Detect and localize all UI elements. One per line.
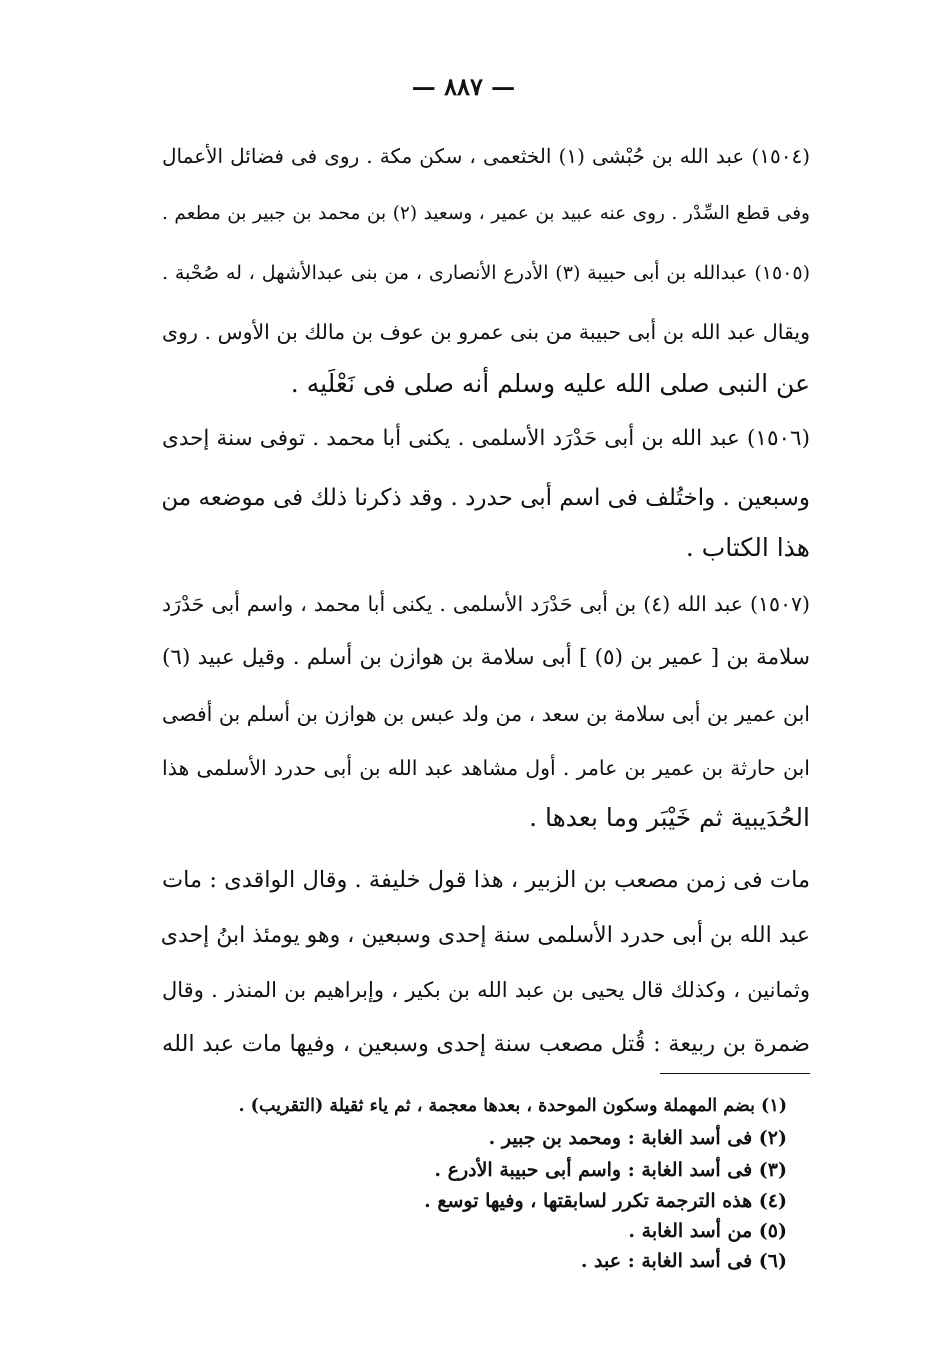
text-line-entry-1505: (١٥٠٥) عبدالله بن أبى حبيبة (٣) الأدرع الأنصارى ، من بنى عبدالأشهل ، له صُحْبة .	[162, 262, 810, 284]
footnote-3: (٣) فى أسد الغابة : واسم أبى حبيبة الأدرع .	[434, 1159, 787, 1181]
footnote-5: (٥) من أسد الغابة .	[628, 1220, 787, 1242]
text-line: سلامة بن [ عمير بن (٥) ] أبى سلامة بن هوازن بن أسلم . وقيل عبيد (٦)	[162, 645, 810, 670]
text-line: وفى قطع السِّدْر . روى عنه عبيد بن عمير ، وسعيد (٢) بن محمد بن جبير بن مطعم .	[162, 203, 810, 224]
text-line: عن النبى صلى الله عليه وسلم أنه صلى فى نَعْلَيه .	[290, 369, 810, 398]
text-line: الحُدَيبية ثم خَيْبَر وما بعدها .	[529, 803, 810, 832]
text-line: وسبعين . واختُلف فى اسم أبى حدرد . وقد ذكرنا ذلك فى موضعه من	[161, 485, 810, 511]
text-line: وثمانين ، وكذلك قال يحيى بن عبد الله بن بكير ، وإبراهيم بن المنذر . وقال	[162, 978, 810, 1002]
text-line: ويقال عبد الله بن أبى حبيبة من بنى عمرو بن عوف بن مالك بن الأوس . روى	[162, 320, 810, 344]
footnote-separator	[660, 1073, 810, 1074]
text-line: ضمرة بن ربيعة : قُتل مصعب سنة إحدى وسبعين ، وفيها مات عبد الله	[162, 1031, 810, 1057]
text-line: ابن عمير بن أبى سلامة بن سعد ، من ولد عبس بن هوازن بن أسلم بن أفصى	[162, 702, 810, 726]
footnote-1: (١) بضم المهملة وسكون الموحدة ، بعدها معجمة ، ثم ياء ثقيلة (التقريب) .	[238, 1096, 787, 1116]
text-line-entry-1506: (١٥٠٦) عبد الله بن أبى حَدْرَد الأسلمى . يكنى أبا محمد . توفى سنة إحدى	[162, 426, 810, 451]
text-line: مات فى زمن مصعب بن الزبير ، هذا قول خليفة . وقال الواقدى : مات	[162, 867, 810, 893]
text-line: ابن حارثة بن عمير بن عامر . أول مشاهد عبد الله بن أبى حدرد الأسلمى هذا	[162, 756, 810, 780]
text-line-entry-1507: (١٥٠٧) عبد الله (٤) بن أبى حَدْرَد الأسلمى . يكنى أبا محمد ، واسم أبى حَدْرَد	[162, 592, 810, 616]
text-line: هذا الكتاب .	[685, 533, 810, 562]
footnote-6: (٦) فى أسد الغابة : عبد .	[580, 1250, 787, 1272]
footnote-2: (٢) فى أسد الغابة : ومحمد بن جبير .	[488, 1127, 787, 1149]
footnote-4: (٤) هذه الترجمة تكرر لسابقتها ، وفيها توسع .	[424, 1190, 787, 1212]
page-number: — ٨٨٧ —	[411, 72, 516, 101]
text-line: عبد الله بن أبى حدرد الأسلمى سنة إحدى وسبعين ، وهو يومئذ ابنُ إحدى	[160, 923, 810, 948]
text-line-entry-1504: (١٥٠٤) عبد الله بن حُبْشى (١) الخثعمى ، سكن مكة . روى فى فضائل الأعمال	[162, 144, 811, 168]
